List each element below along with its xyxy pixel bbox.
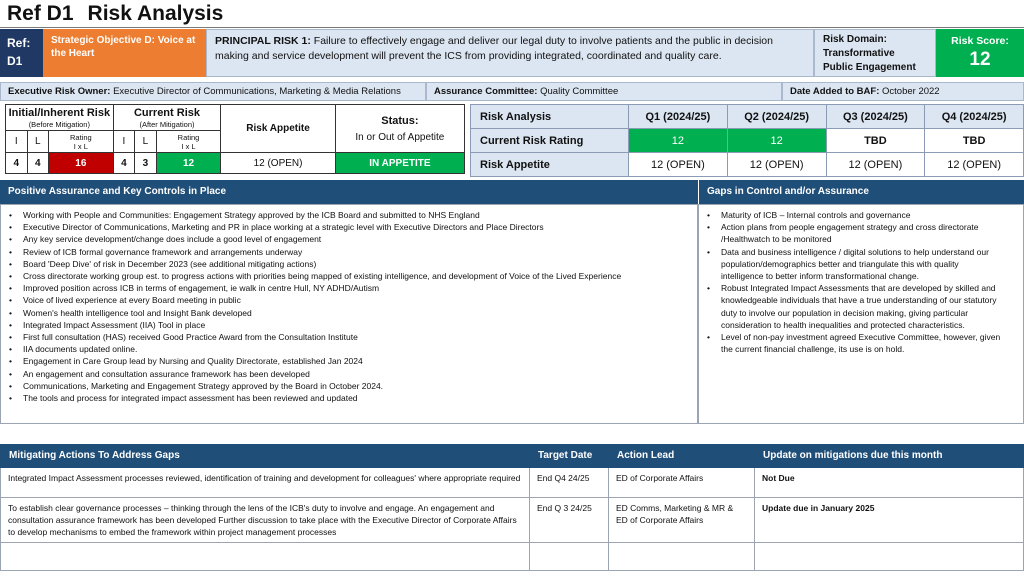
current-i-header: I bbox=[113, 131, 135, 153]
principal-risk-text: Failure to effectively engage and deliver our legal duty to involve patients and the public in decision making and service development will prevent the ICS from providing integrated, coordinated and quality care. bbox=[215, 35, 773, 62]
q3-appetite: 12 (OPEN) bbox=[826, 153, 925, 177]
q4-current-rating: TBD bbox=[925, 129, 1024, 153]
initial-risk-title: Initial/Inherent Risk bbox=[8, 106, 111, 119]
action-target-date: End Q 3 24/25 bbox=[530, 498, 609, 543]
action-text: To establish clear governance processes – thinking through the lens of the ICB's duty to involve and engage. An engagement and consultation assurance framework has been developed Further discussion to take place with the Executive Director of Corporate Affairs to develop mechanisms to embed the framework within project management processes bbox=[1, 498, 530, 543]
risk-score-value: 12 bbox=[969, 49, 991, 70]
initial-risk-subtitle: (Before Mitigation) bbox=[28, 119, 90, 129]
initial-ixl-label: I x L bbox=[73, 141, 88, 151]
ref-box bbox=[0, 29, 43, 77]
list-item: • Executive Director of Communications, Marketing and PR in place working at a strategic level with Executive Directors and Place Directors bbox=[23, 221, 697, 233]
initial-i-header: I bbox=[6, 131, 28, 153]
status-title: Status: bbox=[381, 114, 419, 127]
q2-header: Q2 (2024/25) bbox=[727, 105, 826, 129]
list-item: • Action plans from people engagement strategy and cross directorate /Healthwatch to be monitored bbox=[721, 221, 1003, 245]
current-impact: 4 bbox=[113, 153, 135, 174]
list-item: • Review of ICB formal governance framework and arrangements underway bbox=[23, 246, 697, 258]
ref-label: Ref: bbox=[7, 36, 31, 50]
current-risk-header bbox=[113, 105, 221, 131]
ref-value: D1 bbox=[7, 54, 23, 68]
list-item: • Improved position across ICB in terms of engagement, ie walk in centre Hull, NY ADHD/Autism bbox=[23, 282, 697, 294]
list-item: • Engagement in Care Group lead by Nursing and Quality Directorate, established Jan 2024 bbox=[23, 355, 697, 367]
q1-current-rating: 12 bbox=[629, 129, 728, 153]
quarter-risk-appetite-label: Risk Appetite bbox=[471, 153, 629, 177]
assurance-committee-value: Quality Committee bbox=[540, 86, 619, 97]
list-item: • Integrated Impact Assessment (IIA) Tool in place bbox=[23, 319, 697, 331]
action-text: Integrated Impact Assessment processes reviewed, identification of training and development for colleagues' where appropriate required bbox=[1, 468, 530, 498]
list-item: • Women's health intelligence tool and Insight Bank developed bbox=[23, 307, 697, 319]
list-item: • Data and business intelligence / digital solutions to help understand our population/demographics better and triangulate this with quality intelligence to better inform transformational change. bbox=[721, 246, 1003, 283]
status-subtitle: In or Out of Appetite bbox=[355, 131, 445, 143]
action-lead: ED Comms, Marketing & MR & ED of Corporate Affairs bbox=[609, 498, 755, 543]
initial-l-header: L bbox=[27, 131, 49, 153]
principal-risk bbox=[206, 29, 814, 77]
actions-header: Mitigating Actions To Address Gaps bbox=[1, 445, 530, 468]
quarterly-risk-table bbox=[470, 104, 1024, 177]
page-ref: Ref D1 bbox=[7, 2, 74, 25]
list-item: • IIA documents updated online. bbox=[23, 343, 697, 355]
risk-owner-label: Executive Risk Owner: bbox=[8, 86, 111, 97]
current-rating-label: Rating bbox=[177, 132, 200, 142]
action-update: Update due in January 2025 bbox=[755, 498, 1024, 543]
current-risk-title: Current Risk bbox=[133, 106, 200, 119]
initial-rating-label: Rating bbox=[70, 132, 92, 142]
empty-cell bbox=[609, 543, 755, 571]
risk-analysis-label: Risk Analysis bbox=[471, 105, 629, 129]
date-added-value: October 2022 bbox=[882, 86, 940, 97]
status-header bbox=[335, 105, 464, 153]
risk-domain bbox=[814, 29, 936, 77]
assurance-section-header: Positive Assurance and Key Controls in Place bbox=[0, 180, 698, 204]
q4-appetite: 12 (OPEN) bbox=[925, 153, 1024, 177]
current-rating: 12 bbox=[156, 153, 221, 174]
action-lead: ED of Corporate Affairs bbox=[609, 468, 755, 498]
risk-owner-value: Executive Director of Communications, Marketing & Media Relations bbox=[113, 86, 401, 97]
table-row-empty bbox=[1, 543, 1024, 571]
q3-current-rating: TBD bbox=[826, 129, 925, 153]
assurance-committee-label: Assurance Committee: bbox=[434, 86, 538, 97]
action-target-date: End Q4 24/25 bbox=[530, 468, 609, 498]
q2-appetite: 12 (OPEN) bbox=[727, 153, 826, 177]
assurance-box bbox=[0, 204, 698, 424]
current-l-header: L bbox=[135, 131, 157, 153]
table-row bbox=[1, 468, 1024, 498]
q4-header: Q4 (2024/25) bbox=[925, 105, 1024, 129]
risk-score bbox=[936, 29, 1024, 77]
list-item: • Voice of lived experience at every Board meeting in public bbox=[23, 294, 697, 306]
risk-domain-label: Risk Domain: bbox=[823, 34, 887, 45]
list-item: • An engagement and consultation assurance framework has been developed bbox=[23, 368, 697, 380]
initial-risk-header bbox=[6, 105, 114, 131]
current-risk-subtitle: (After Mitigation) bbox=[139, 119, 195, 129]
target-date-header: Target Date bbox=[530, 445, 609, 468]
strategic-objective: Strategic Objective D: Voice at the Heart bbox=[43, 29, 206, 77]
list-item: • Communications, Marketing and Engagement Strategy approved by the Board in October 2024. bbox=[23, 380, 697, 392]
empty-cell bbox=[530, 543, 609, 571]
current-ixl-label: I x L bbox=[181, 141, 196, 151]
current-likelihood: 3 bbox=[135, 153, 157, 174]
current-rating-header bbox=[156, 131, 221, 153]
action-lead-header: Action Lead bbox=[609, 445, 755, 468]
list-item: • Any key service development/change does include a good level of engagement bbox=[23, 233, 697, 245]
status-value: IN APPETITE bbox=[335, 153, 464, 174]
assurance-committee bbox=[426, 82, 782, 101]
current-risk-rating-label: Current Risk Rating bbox=[471, 129, 629, 153]
list-item: • Cross directorate working group est. to progress actions with priorities being mapped of existing intelligence, and development of Voice of the Lived Experience bbox=[23, 270, 697, 282]
risk-domain-value: Transformative Public Engagement bbox=[823, 48, 916, 73]
q1-header: Q1 (2024/25) bbox=[629, 105, 728, 129]
date-added-label: Date Added to BAF: bbox=[790, 86, 880, 97]
q2-current-rating: 12 bbox=[727, 129, 826, 153]
risk-rating-table bbox=[5, 104, 465, 174]
list-item: • Working with People and Communities: Engagement Strategy approved by the ICB Board and submitted to NHS England bbox=[23, 209, 697, 221]
page-heading: Risk Analysis bbox=[87, 2, 224, 25]
risk-score-label: Risk Score: bbox=[951, 35, 1009, 47]
date-added bbox=[782, 82, 1024, 101]
list-item: • Maturity of ICB – Internal controls and governance bbox=[721, 209, 1003, 221]
mitigating-actions-table bbox=[0, 444, 1024, 571]
list-item: • The tools and process for integrated impact assessment has been reviewed and updated bbox=[23, 392, 697, 404]
empty-cell bbox=[755, 543, 1024, 571]
empty-cell bbox=[1, 543, 530, 571]
list-item: • Robust Integrated Impact Assessments that are developed by skilled and knowledgeable individuals that have a true understanding of our statutory duty to involve our population in decision making, giving particular consideration to health inequalities and protected characteristics. bbox=[721, 282, 1003, 331]
initial-rating: 16 bbox=[49, 153, 114, 174]
initial-rating-header bbox=[49, 131, 114, 153]
risk-appetite-value: 12 (OPEN) bbox=[221, 153, 335, 174]
risk-appetite-header: Risk Appetite bbox=[221, 105, 335, 153]
action-update: Not Due bbox=[755, 468, 1024, 498]
risk-owner bbox=[0, 82, 426, 101]
update-header: Update on mitigations due this month bbox=[755, 445, 1024, 468]
gaps-list bbox=[699, 205, 1023, 355]
initial-impact: 4 bbox=[6, 153, 28, 174]
assurance-list bbox=[1, 205, 697, 404]
list-item: • Level of non-pay investment agreed Executive Committee, however, given the current financial challenge, its use is on hold. bbox=[721, 331, 1003, 355]
table-row bbox=[1, 498, 1024, 543]
gaps-section-header: Gaps in Control and/or Assurance bbox=[698, 180, 1024, 204]
initial-likelihood: 4 bbox=[27, 153, 49, 174]
list-item: • First full consultation (HAS) received Good Practice Award from the Consultation Institute bbox=[23, 331, 697, 343]
q3-header: Q3 (2024/25) bbox=[826, 105, 925, 129]
q1-appetite: 12 (OPEN) bbox=[629, 153, 728, 177]
gaps-box bbox=[698, 204, 1024, 424]
title-divider bbox=[0, 27, 1024, 28]
principal-risk-label: PRINCIPAL RISK 1: bbox=[215, 35, 311, 47]
page-title bbox=[7, 0, 223, 27]
list-item: • Board 'Deep Dive' of risk in December 2023 (see additional mitigating actions) bbox=[23, 258, 697, 270]
